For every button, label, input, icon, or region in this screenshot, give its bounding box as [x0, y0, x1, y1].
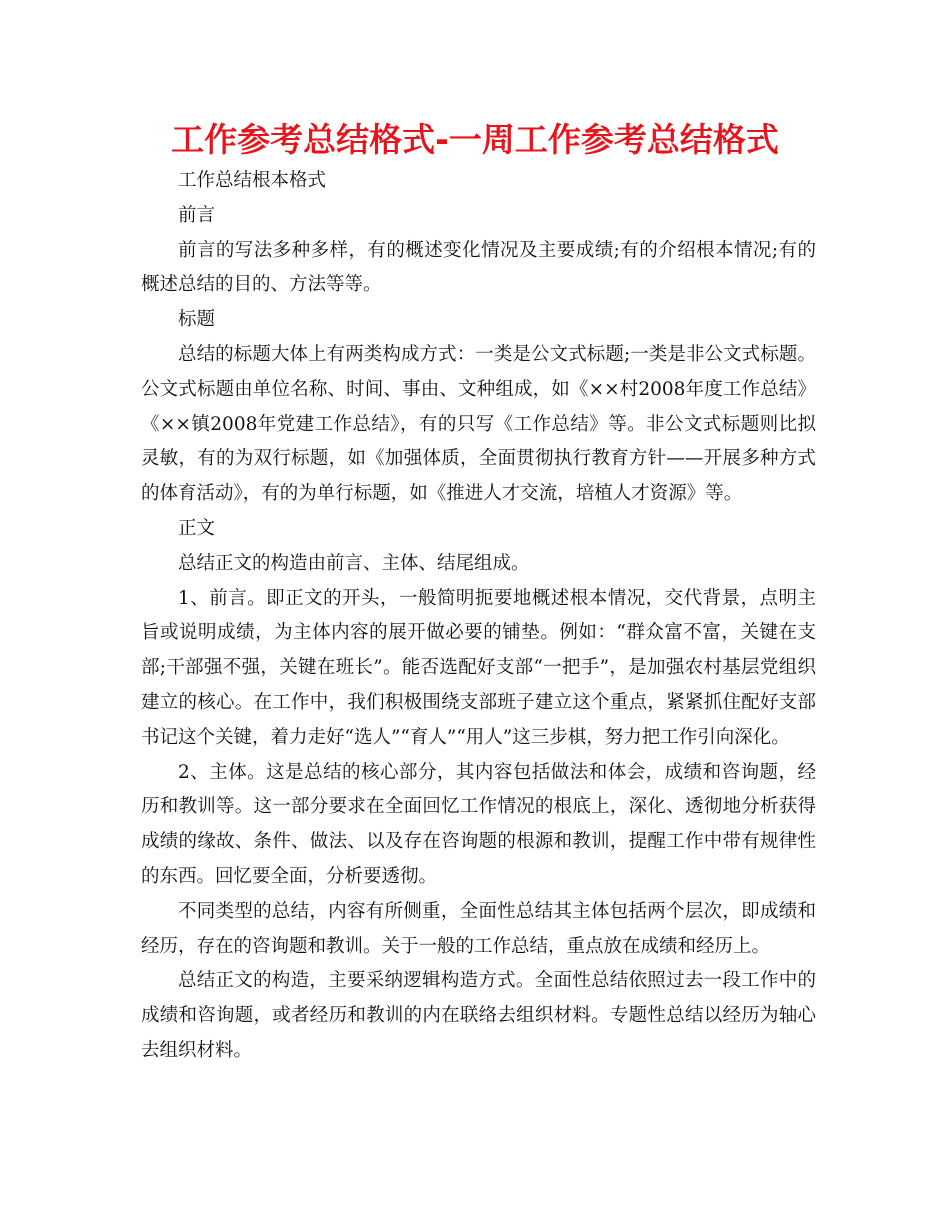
- paragraph: 2、主体。这是总结的核心部分，其内容包括做法和体会，成绩和咨询题，经历和教训等。这一部分要求在全面回忆工作情况的根底上，深化、透彻地分析获得成绩的缘故、条件、做法、以及存在咨询题的根源和教训，提醒工作中带有规律性的东西。回忆要全面，分析要透彻。: [141, 761, 816, 887]
- paragraph: 前言的写法多种多样，有的概述变化情况及主要成绩;有的介绍根本情况;有的概述总结的目的、方法等等。: [141, 239, 816, 296]
- section-heading: 正文: [178, 517, 216, 539]
- paragraph: 不同类型的总结，内容有所侧重，全面性总结其主体包括两个层次，即成绩和经历，存在的咨询题和教训。关于一般的工作总结，重点放在成绩和经历上。: [141, 900, 816, 957]
- document-body: [141, 164, 816, 1069]
- document-title: 工作参考总结格式-一周工作参考总结格式: [171, 120, 779, 159]
- section-heading: 标题: [178, 309, 216, 331]
- paragraph: 总结的标题大体上有两类构成方式：一类是公文式标题;一类是非公文式标题。公文式标题由单位名称、时间、事由、文种组成，如《××村2008年度工作总结》《××镇2008年党建工作总结》，有的只写《工作总结》等。非公文式标题则比拟灵敏，有的为双行标题，如《加强体质，全面贯彻执行教育方针——开展多种方式的体育活动》，有的为单行标题，如《推进人才交流，培植人才资源》等。: [141, 343, 816, 505]
- paragraph: 1、前言。即正文的开头，一般简明扼要地概述根本情况，交代背景，点明主旨或说明成绩，为主体内容的展开做必要的铺垫。例如：“群众富不富，关键在支部;干部强不强，关键在班长”。能否选配好支部“一把手”，是加强农村基层党组织建立的核心。在工作中，我们积极围绕支部班子建立这个重点，紧紧抓住配好支部书记这个关键，着力走好“选人”“育人”“用人”这三步棋，努力把工作引向深化。: [141, 587, 816, 748]
- section-heading: 前言: [178, 204, 216, 226]
- section-heading: 工作总结根本格式: [178, 170, 327, 191]
- paragraph: 总结正文的构造由前言、主体、结尾组成。: [178, 552, 530, 574]
- paragraph: 总结正文的构造，主要采纳逻辑构造方式。全面性总结依照过去一段工作中的成绩和咨询题，或者经历和教训的内在联络去组织材料。专题性总结以经历为轴心去组织材料。: [141, 970, 816, 1061]
